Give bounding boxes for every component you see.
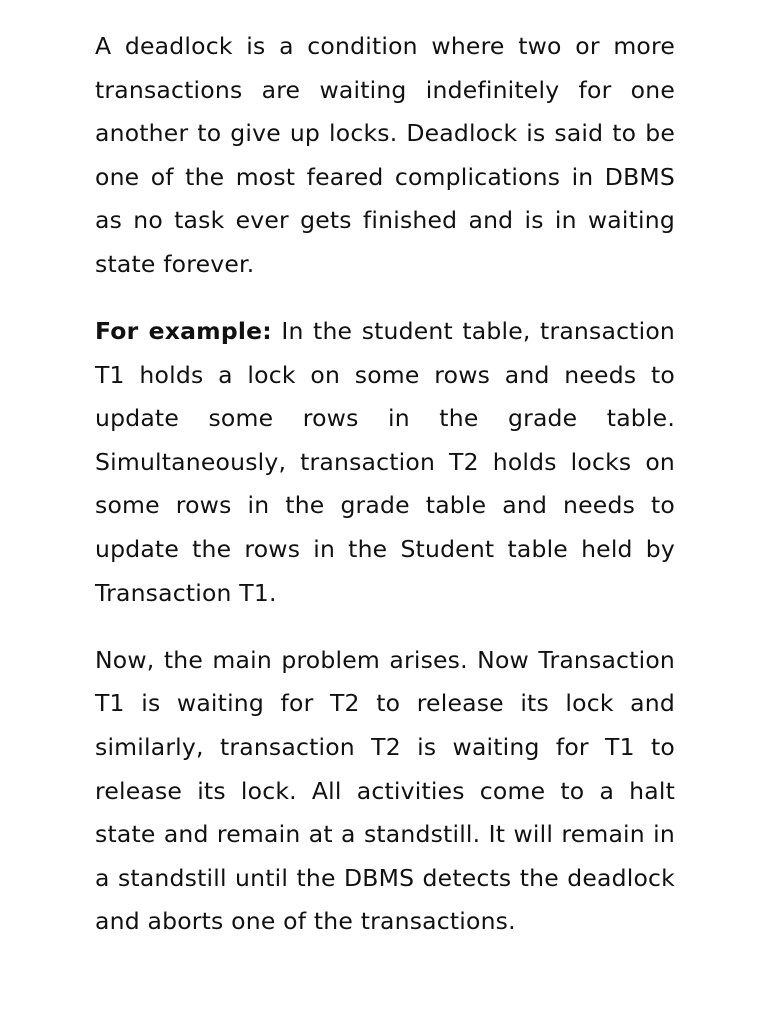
example-lead: For example: xyxy=(95,317,272,346)
paragraph-text: A deadlock is a condition where two or more transactions are waiting indefinitely for one another to give up locks. Deadlock is said to be one of the most feared complications in DBMS as no task ever gets finished and is in waiting state forever. xyxy=(95,32,675,278)
paragraph-deadlock-definition xyxy=(95,25,675,287)
paragraph-text: In the student table, transaction T1 holds a lock on some rows and needs to update some rows in the grade table. Simultaneously, transaction T2 holds locks on some rows in the grade table and needs to update the rows in the Student table held by Transaction T1. xyxy=(95,317,676,607)
paragraph-text: Now, the main problem arises. Now Transaction T1 is waiting for T2 to release its lock and similarly, transaction T2 is waiting for T1 to release its lock. All activities come to a halt state and remain at a standstill. It will remain in a standstill until the DBMS detects the deadlock and aborts one of the transactions. xyxy=(95,645,675,936)
paragraph-problem xyxy=(95,639,675,944)
paragraph-example xyxy=(95,310,675,615)
document-body xyxy=(95,25,675,944)
